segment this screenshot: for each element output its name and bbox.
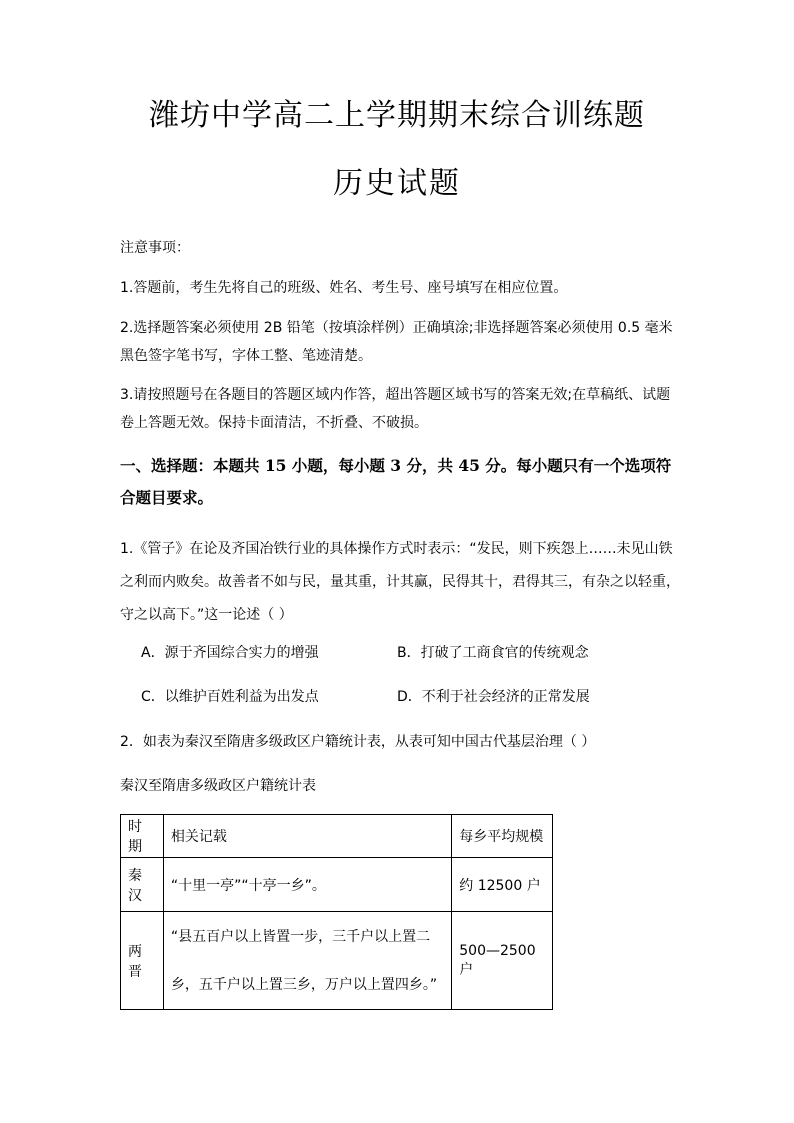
table-header-scale: 每乡平均规模 [452,815,553,858]
exam-subtitle: 历史试题 [333,166,461,201]
question-1-option-d: D．不利于社会经济的正常发展 [397,689,590,705]
table-caption: 秦汉至隋唐多级政区户籍统计表 [120,778,316,794]
notice-item-1: 1.答题前，考生先将自己的班级、姓名、考生号、座号填写在相应位置。 [120,280,568,296]
table-header-records: 相关记载 [163,815,451,858]
table-cell-scale: 500—2500 户 [452,912,553,1010]
table-cell-scale: 约 12500 户 [452,858,553,912]
table-header-period: 时期 [121,815,164,858]
table-cell-records: “县五百户以上皆置一步，三千户以上置二乡，五千户以上置三乡，万户以上置四乡。” [163,912,451,1010]
section-1-heading: 一、选择题：本题共 15 小题，每小题 3 分，共 45 分。每小题只有一个选项符合题目要求。 [120,456,672,507]
question-2-stem: 2．如表为秦汉至隋唐多级政区户籍统计表，从表可知中国古代基层治理（ ） [120,734,596,750]
notice-item-2: 2.选择题答案必须使用 2B 铅笔（按填涂样例）正确填涂;非选择题答案必须使用 0.5 毫米黑色签字笔书写，字体工整、笔迹清楚。 [120,320,673,364]
notice-item-3: 3.请按照题号在各题目的答题区域内作答，超出答题区域书写的答案无效;在草稿纸、试题卷上答题无效。保持卡面清洁，不折叠、不破损。 [120,387,671,431]
household-statistics-table [120,814,553,1010]
table-row [121,912,553,1010]
table-cell-period: 秦汉 [121,858,164,912]
question-1-stem: 1.《管子》在论及齐国冶铁行业的具体操作方式时表示：“发民，则下疾怨上……未见山铁之利而内败矣。故善者不如与民，量其重，计其赢，民得其十，君得其三，有杂之以轻重，守之以高下。”这一论述（ ） [120,541,680,623]
question-1-option-c: C．以维护百姓利益为出发点 [141,689,319,705]
table-header-row [121,815,553,858]
notice-heading: 注意事项： [120,240,190,256]
exam-title: 潍坊中学高二上学期期末综合训练题 [149,98,645,133]
question-1-option-a: A．源于齐国综合实力的增强 [141,645,319,661]
table-cell-period: 两晋 [121,912,164,1010]
question-1-option-b: B．打破了工商食官的传统观念 [397,645,589,661]
table-row [121,858,553,912]
table-cell-records: “十里一亭”“十亭一乡”。 [163,858,451,912]
